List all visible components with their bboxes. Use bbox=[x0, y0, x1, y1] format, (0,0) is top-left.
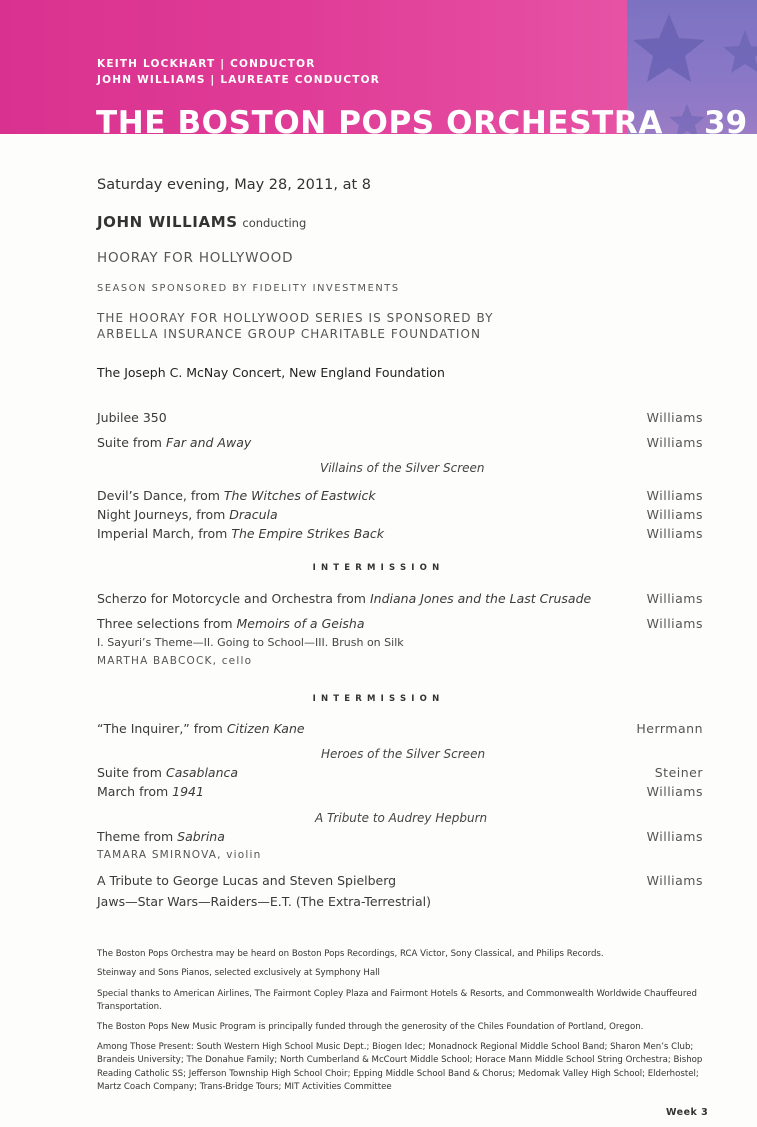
performer-instrument: , violin bbox=[217, 849, 262, 861]
work-title: 1941 bbox=[172, 784, 204, 799]
work-prefix: “The Inquirer,” from bbox=[97, 721, 227, 736]
work-prefix: Imperial March, from bbox=[97, 526, 232, 541]
note-among-present: Among Those Present: South Western High School Music Dept.; Biogen Idec; Monadnock Regional Middle School Band; Sharon Men’s Club; Brandeis University; The Donahue Family; North Cumberland & McCourt Middle School; Horace Mann Middle School String Orchestra; Bishop Reading Catholic SS; Jefferson Township High School Choir; Epping Middle School Band & Chorus; Medomak Valley High School; Elderhostel; Martz Coach Company; Trans-Bridge Tours; MIT Activities Committee bbox=[97, 1042, 703, 1092]
composer-jubilee: Williams bbox=[646, 410, 703, 425]
concert-date: Saturday evening, May 28, 2011, at 8 bbox=[97, 177, 371, 193]
work-title: Casablanca bbox=[165, 765, 239, 780]
series-title: HOORAY FOR HOLLYWOOD bbox=[97, 250, 294, 266]
program-item-inquirer bbox=[97, 721, 305, 736]
work-prefix: Scherzo for Motorcycle and Orchestra from bbox=[97, 591, 370, 606]
composer-sabrina: Williams bbox=[646, 829, 703, 844]
sabrina-performer bbox=[97, 849, 262, 861]
work-prefix: Devil’s Dance, from bbox=[97, 488, 224, 503]
series-sponsor bbox=[97, 310, 493, 342]
program-item-casablanca bbox=[97, 765, 238, 780]
work-title: Dracula bbox=[229, 507, 278, 522]
performer-name: MARTHA BABCOCK bbox=[97, 655, 213, 667]
composer-imperial-march: Williams bbox=[646, 526, 703, 541]
composer-inquirer: Herrmann bbox=[636, 721, 703, 736]
composer-lucas-spielberg: Williams bbox=[646, 873, 703, 888]
lucas-spielberg-selections: Jaws—Star Wars—Raiders—E.T. (The Extra-Terrestrial) bbox=[97, 894, 432, 909]
program-item-sabrina bbox=[97, 829, 225, 844]
composer-1941: Williams bbox=[646, 784, 703, 799]
composer-far-away: Williams bbox=[646, 435, 703, 450]
work-title: The Empire Strikes Back bbox=[231, 526, 385, 541]
conductor-name: JOHN WILLIAMS bbox=[97, 213, 238, 231]
performer-instrument: , cello bbox=[212, 655, 253, 667]
composer-devils-dance: Williams bbox=[646, 488, 703, 503]
program-item-night-journeys bbox=[97, 507, 278, 522]
program-item-imperial-march bbox=[97, 526, 384, 541]
work-title: Indiana Jones and the Last Crusade bbox=[369, 591, 592, 606]
performer-name: TAMARA SMIRNOVA bbox=[97, 849, 218, 861]
named-concert: The Joseph C. McNay Concert, New England Foundation bbox=[97, 365, 445, 380]
work-prefix: Night Journeys, from bbox=[97, 507, 230, 522]
program-item-1941 bbox=[97, 784, 204, 799]
work-prefix: Theme from bbox=[97, 829, 178, 844]
conductor-credit: KEITH LOCKHART | CONDUCTOR bbox=[97, 58, 316, 70]
program-item-devils-dance bbox=[97, 488, 376, 503]
masthead-title: THE BOSTON POPS ORCHESTRA bbox=[96, 105, 663, 134]
note-pianos: Steinway and Sons Pianos, selected exclusively at Symphony Hall bbox=[97, 968, 380, 978]
work-prefix: Suite from bbox=[97, 435, 166, 450]
work-prefix: Three selections from bbox=[97, 616, 237, 631]
program-item-geisha bbox=[97, 616, 365, 631]
series-sponsor-line-1: THE HOORAY FOR HOLLYWOOD SERIES IS SPONSORED BY bbox=[97, 311, 494, 325]
note-thanks: Special thanks to American Airlines, The Fairmont Copley Plaza and Fairmont Hotels & Resorts, and Commonwealth Worldwide Chauffeured Transportation. bbox=[97, 989, 697, 1013]
note-new-music: The Boston Pops New Music Program is principally funded through the generosity of the Chiles Foundation of Portland, Oregon. bbox=[97, 1022, 644, 1032]
laureate-credit: JOHN WILLIAMS | LAUREATE CONDUCTOR bbox=[97, 74, 381, 86]
work-title: Far and Away bbox=[165, 435, 252, 450]
page-number: 39 bbox=[704, 105, 748, 134]
conductor-line bbox=[97, 213, 306, 231]
program-item-scherzo bbox=[97, 591, 591, 606]
program-item-far-away bbox=[97, 435, 251, 450]
composer-scherzo: Williams bbox=[646, 591, 703, 606]
work-title: Citizen Kane bbox=[226, 721, 305, 736]
work-title: Memoirs of a Geisha bbox=[236, 616, 365, 631]
intermission-1: INTERMISSION bbox=[312, 563, 445, 573]
series-sponsor-line-2: ARBELLA INSURANCE GROUP CHARITABLE FOUNDATION bbox=[97, 327, 482, 341]
geisha-performer bbox=[97, 655, 252, 667]
section-heroes: Heroes of the Silver Screen bbox=[321, 747, 486, 761]
section-hepburn: A Tribute to Audrey Hepburn bbox=[315, 811, 488, 825]
work-title: Sabrina bbox=[177, 829, 225, 844]
week-label: Week 3 bbox=[666, 1107, 709, 1118]
composer-night-journeys: Williams bbox=[646, 507, 703, 522]
work-title: The Witches of Eastwick bbox=[223, 488, 376, 503]
geisha-movements: I. Sayuri’s Theme—II. Going to School—III. Brush on Silk bbox=[97, 636, 404, 649]
program-item-lucas-spielberg: A Tribute to George Lucas and Steven Spielberg bbox=[97, 873, 397, 888]
section-villains: Villains of the Silver Screen bbox=[320, 461, 485, 475]
note-recordings: The Boston Pops Orchestra may be heard on Boston Pops Recordings, RCA Victor, Sony Classical, and Philips Records. bbox=[97, 949, 604, 959]
work-prefix: March from bbox=[97, 784, 173, 799]
program-item-jubilee: Jubilee 350 bbox=[97, 410, 167, 425]
header-band bbox=[0, 0, 757, 134]
conductor-role: conducting bbox=[242, 216, 307, 230]
composer-casablanca: Steiner bbox=[654, 765, 703, 780]
intermission-2: INTERMISSION bbox=[312, 694, 445, 704]
work-prefix: Suite from bbox=[97, 765, 166, 780]
composer-geisha: Williams bbox=[646, 616, 703, 631]
season-sponsor: SEASON SPONSORED BY FIDELITY INVESTMENTS bbox=[97, 283, 400, 294]
